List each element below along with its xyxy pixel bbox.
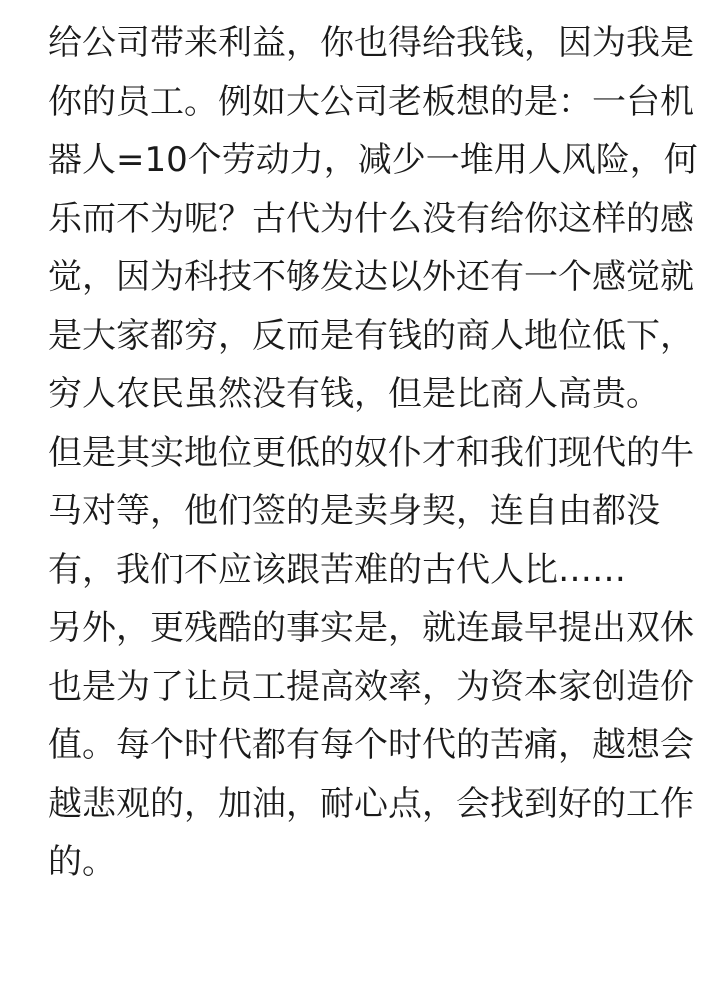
- text-line: 也是为了让员工提高效率，为资本家创造价: [48, 666, 694, 707]
- text-line: 马对等，他们签的是卖身契，连自由都没: [48, 491, 660, 531]
- paragraph: [48, 599, 694, 892]
- text-line: 给公司带来利益，你也得给我钱，因为我是: [48, 23, 694, 63]
- text-line: 的。: [48, 842, 116, 882]
- text-line: 穷人农民虽然没有钱，但是比商人高贵。: [48, 374, 660, 414]
- paragraph: [48, 14, 698, 424]
- text-line: 是大家都穷，反而是有钱的商人地位低下，: [48, 315, 694, 356]
- text-line: 你的员工。例如大公司老板想的是：一台机: [48, 81, 694, 122]
- text-line: 越悲观的，加油，耐心点，会找到好的工作: [48, 783, 694, 824]
- article-body: [48, 14, 698, 892]
- text-line: 但是其实地位更低的奴仆才和我们现代的牛: [48, 432, 694, 473]
- text-line: 器人=10个劳动力，减少一堆用人风险，何: [48, 140, 698, 180]
- text-line: 另外，更残酷的事实是，就连最早提出双休: [48, 608, 694, 648]
- text-line: 觉，因为科技不够发达以外还有一个感觉就: [48, 257, 694, 297]
- text-line: 值。每个时代都有每个时代的苦痛，越想会: [48, 725, 694, 765]
- text-line: 有，我们不应该跟苦难的古代人比……: [48, 549, 626, 590]
- paragraph: [48, 424, 694, 600]
- text-line: 乐而不为呢？古代为什么没有给你这样的感: [48, 198, 694, 239]
